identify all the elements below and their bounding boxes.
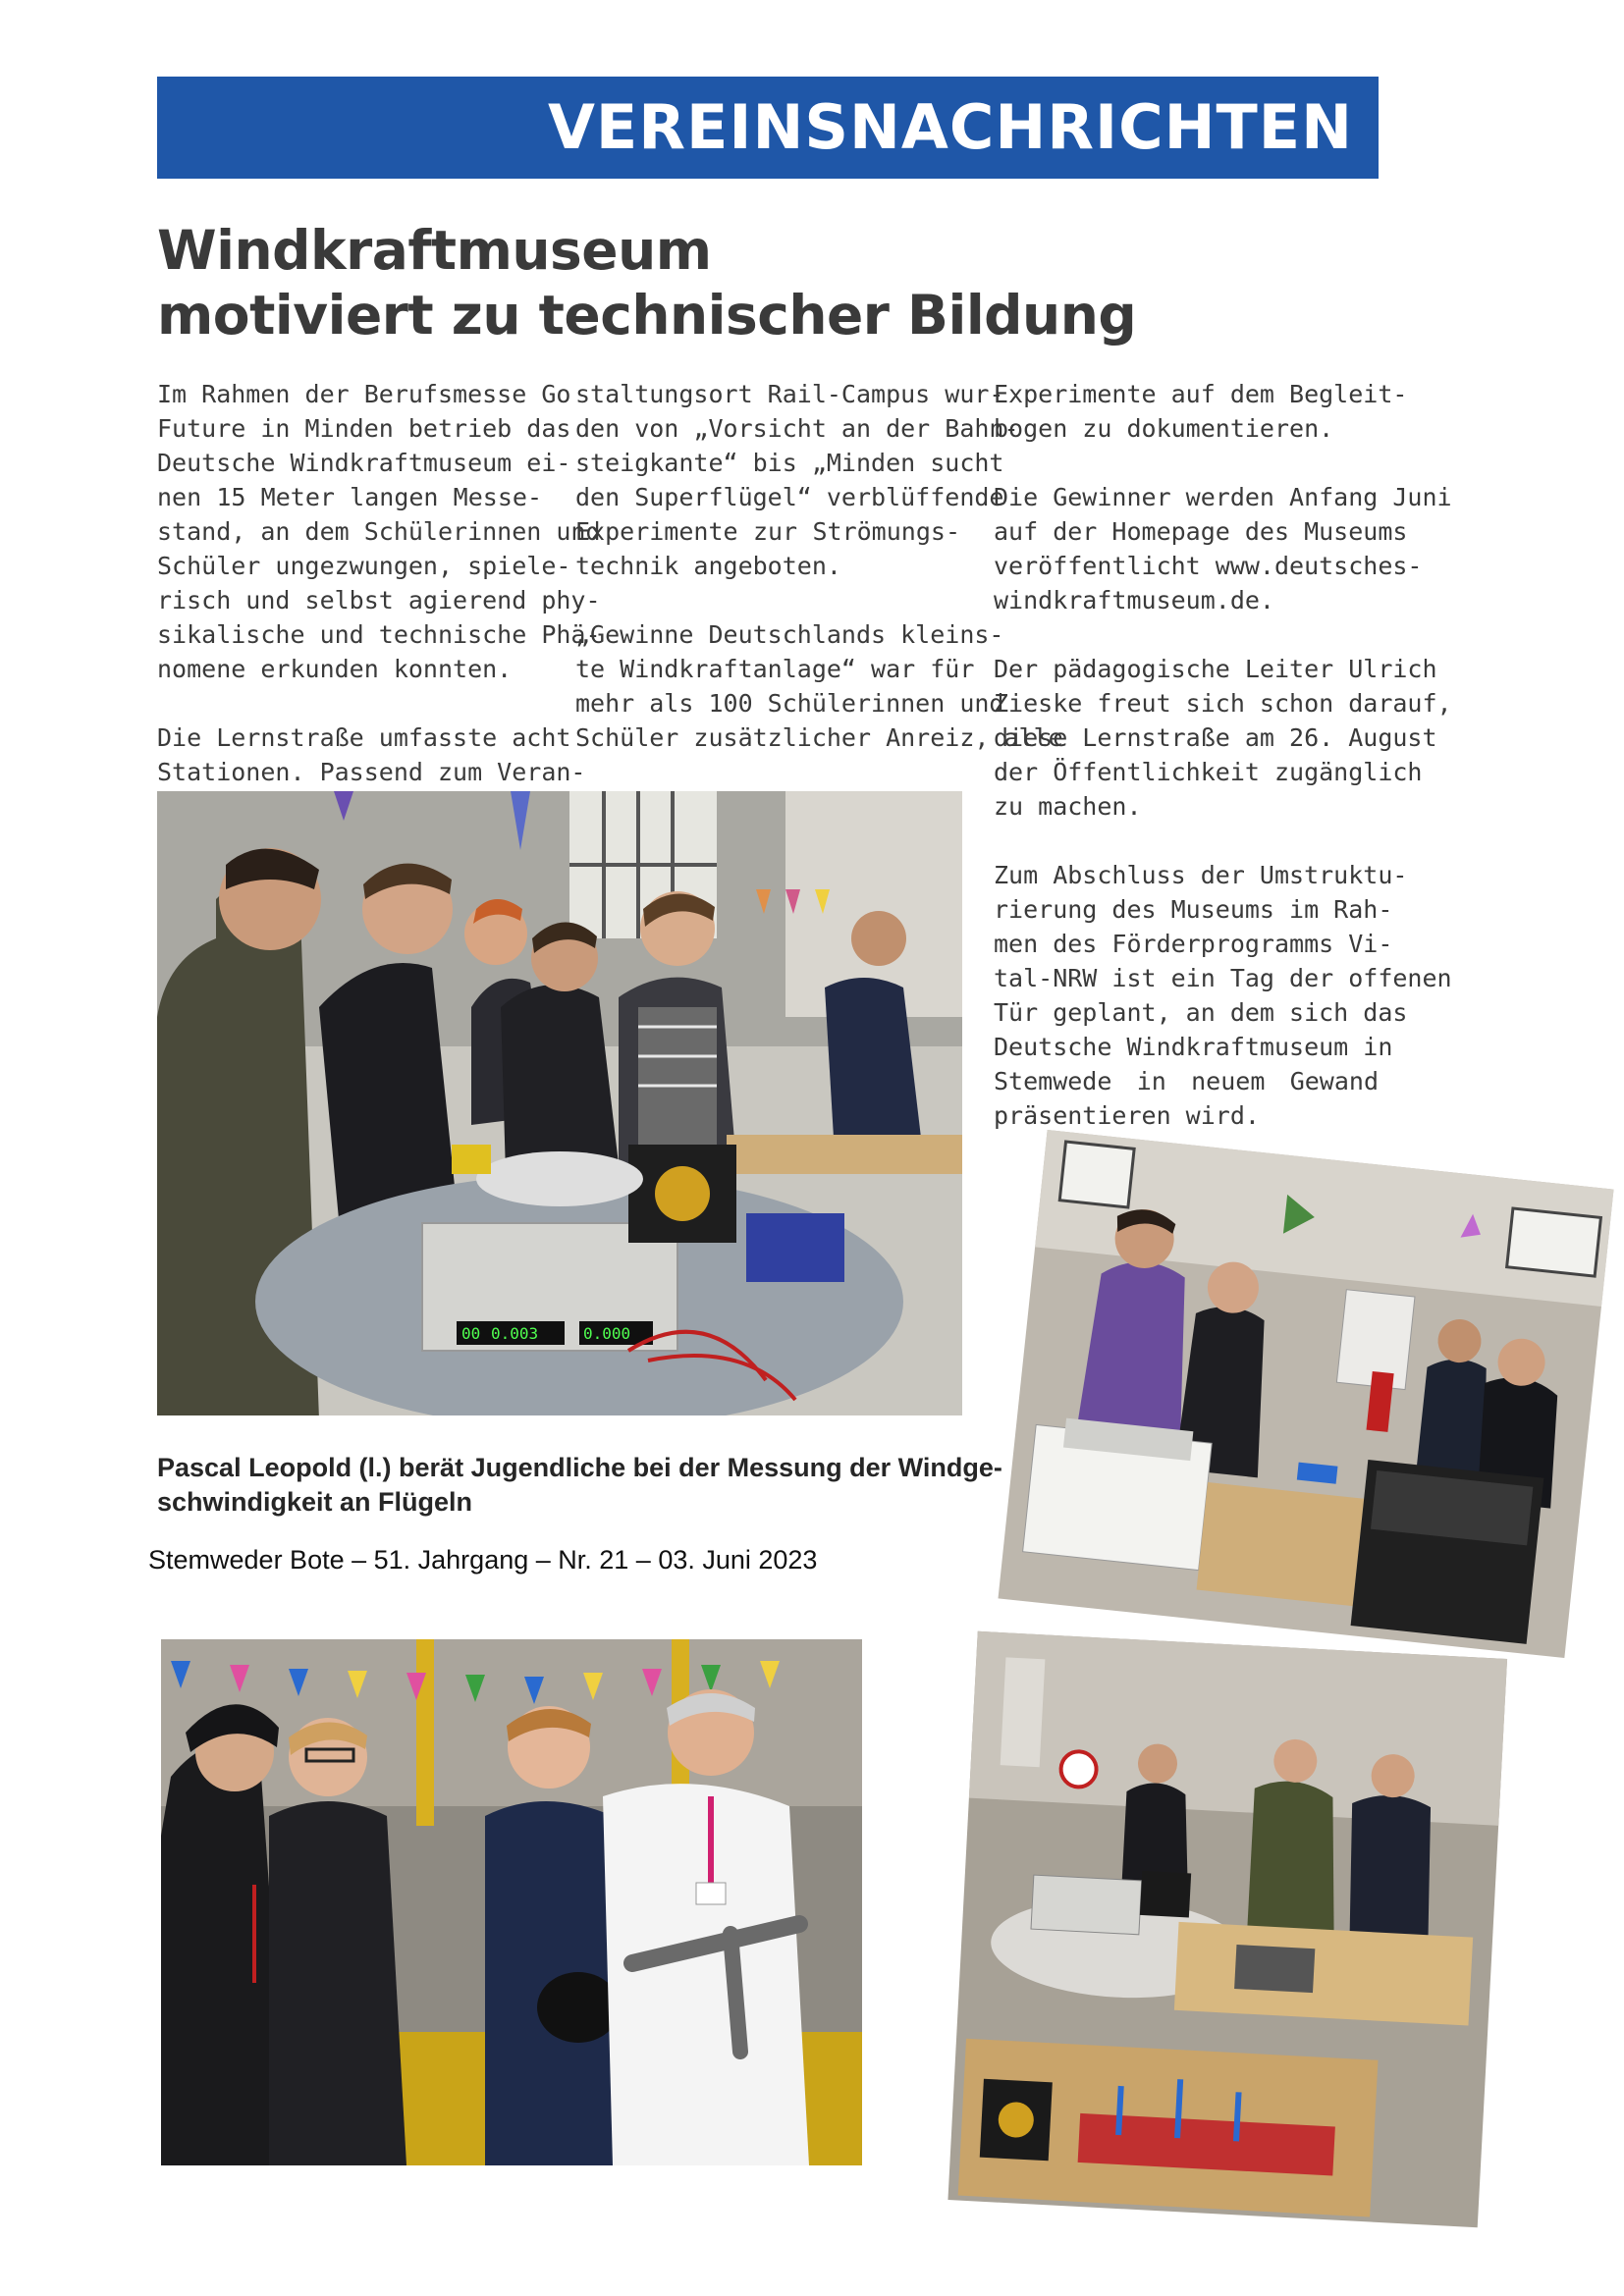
main-photo [157,791,962,1415]
text-line: stand, an dem Schülerinnen und [157,517,601,546]
text-line: diese Lernstraße am 26. August [994,723,1437,752]
text-line: men des Förderprogramms Vi- [994,930,1393,958]
photo-caption [157,1451,1002,1520]
text-line: Deutsche Windkraftmuseum ei- [157,449,571,477]
article-column-3 [994,377,1452,1167]
caption-line-1: Pascal Leopold (l.) berät Jugendliche bei der Messung der Windge- [157,1453,1002,1482]
text-line: Experimente auf dem Begleit- [994,380,1408,408]
text-line: zu machen. [994,792,1142,821]
text-line: nen 15 Meter langen Messe- [157,483,542,511]
text-line: Zum Abschluss der Umstruktu- [994,861,1408,889]
source-line: Stemweder Bote – 51. Jahrgang – Nr. 21 – 03. Juni 2023 [148,1545,818,1575]
text-line: Schüler zusätzlicher Anreiz, alle [575,723,1063,752]
text-line: Der pädagogische Leiter Ulrich [994,655,1437,683]
text-line: Die Gewinner werden Anfang Juni [994,483,1452,511]
device-display-left: 00 [461,1324,481,1343]
text-line: den von „Vorsicht an der Bahn- [575,414,1019,443]
text-line: steigkante“ bis „Minden sucht [575,449,1004,477]
paragraph [994,652,1452,824]
headline-line-2: motiviert zu technischer Bildung [157,284,1137,347]
text-line: Tür geplant, an dem sich das [994,998,1408,1027]
text-line: veröffentlicht www.deutsches- [994,552,1423,580]
text-line: te Windkraftanlage“ war für [575,655,975,683]
paragraph [157,721,586,789]
text-line: Stemwede in neuem Gewand [994,1067,1379,1095]
text-line: der Öffentlichkeit zugänglich [994,758,1423,786]
paragraph [575,617,1063,755]
paragraph [994,858,1452,1133]
text-line: risch und selbst agierend phy- [157,586,601,614]
text-line: mehr als 100 Schülerinnen und [575,689,1004,718]
text-line: präsentieren wird. [994,1101,1260,1130]
text-line: rierung des Museums im Rah- [994,895,1393,924]
text-line: Im Rahmen der Berufsmesse Go [157,380,571,408]
text-line: nomene erkunden konnten. [157,655,513,683]
paragraph [994,377,1408,446]
text-line: Stationen. Passend zum Veran- [157,758,586,786]
text-line: „Gewinne Deutschlands kleins- [575,620,1004,649]
paragraph [994,480,1452,617]
text-line: bogen zu dokumentieren. [994,414,1334,443]
text-line: Experimente zur Strömungs- [575,517,960,546]
headline-line-1: Windkraftmuseum [157,219,712,282]
article-column-2 [575,377,1063,789]
photo-right-top [1001,1129,1610,1659]
paragraph [575,377,1019,583]
article-column-1 [157,377,601,824]
headline [157,218,1379,347]
device-display-right: 0.000 [583,1324,631,1343]
device-display-mid: 0.003 [491,1324,539,1343]
text-line: technik angeboten. [575,552,841,580]
paragraph [157,377,601,686]
photo-bottom-left [161,1639,862,2165]
text-line: auf der Homepage des Museums [994,517,1408,546]
text-line: Zieske freut sich schon darauf, [994,689,1452,718]
text-line: den Superflügel“ verblüffende [575,483,1004,511]
text-line: staltungsort Rail-Campus wur- [575,380,1004,408]
text-line: tal-NRW ist ein Tag der offenen [994,964,1452,992]
text-line: windkraftmuseum.de. [994,586,1274,614]
text-line: sikalische und technische Phä- [157,620,601,649]
section-banner [157,77,1379,179]
photo-bottom-right [913,1629,1522,2238]
text-line: Deutsche Windkraftmuseum in [994,1033,1393,1061]
text-line: Schüler ungezwungen, spiele- [157,552,571,580]
text-line: Future in Minden betrieb das [157,414,571,443]
section-title: VEREINSNACHRICHTEN [547,91,1353,163]
caption-line-2: schwindigkeit an Flügeln [157,1487,473,1517]
text-line: Die Lernstraße umfasste acht [157,723,571,752]
